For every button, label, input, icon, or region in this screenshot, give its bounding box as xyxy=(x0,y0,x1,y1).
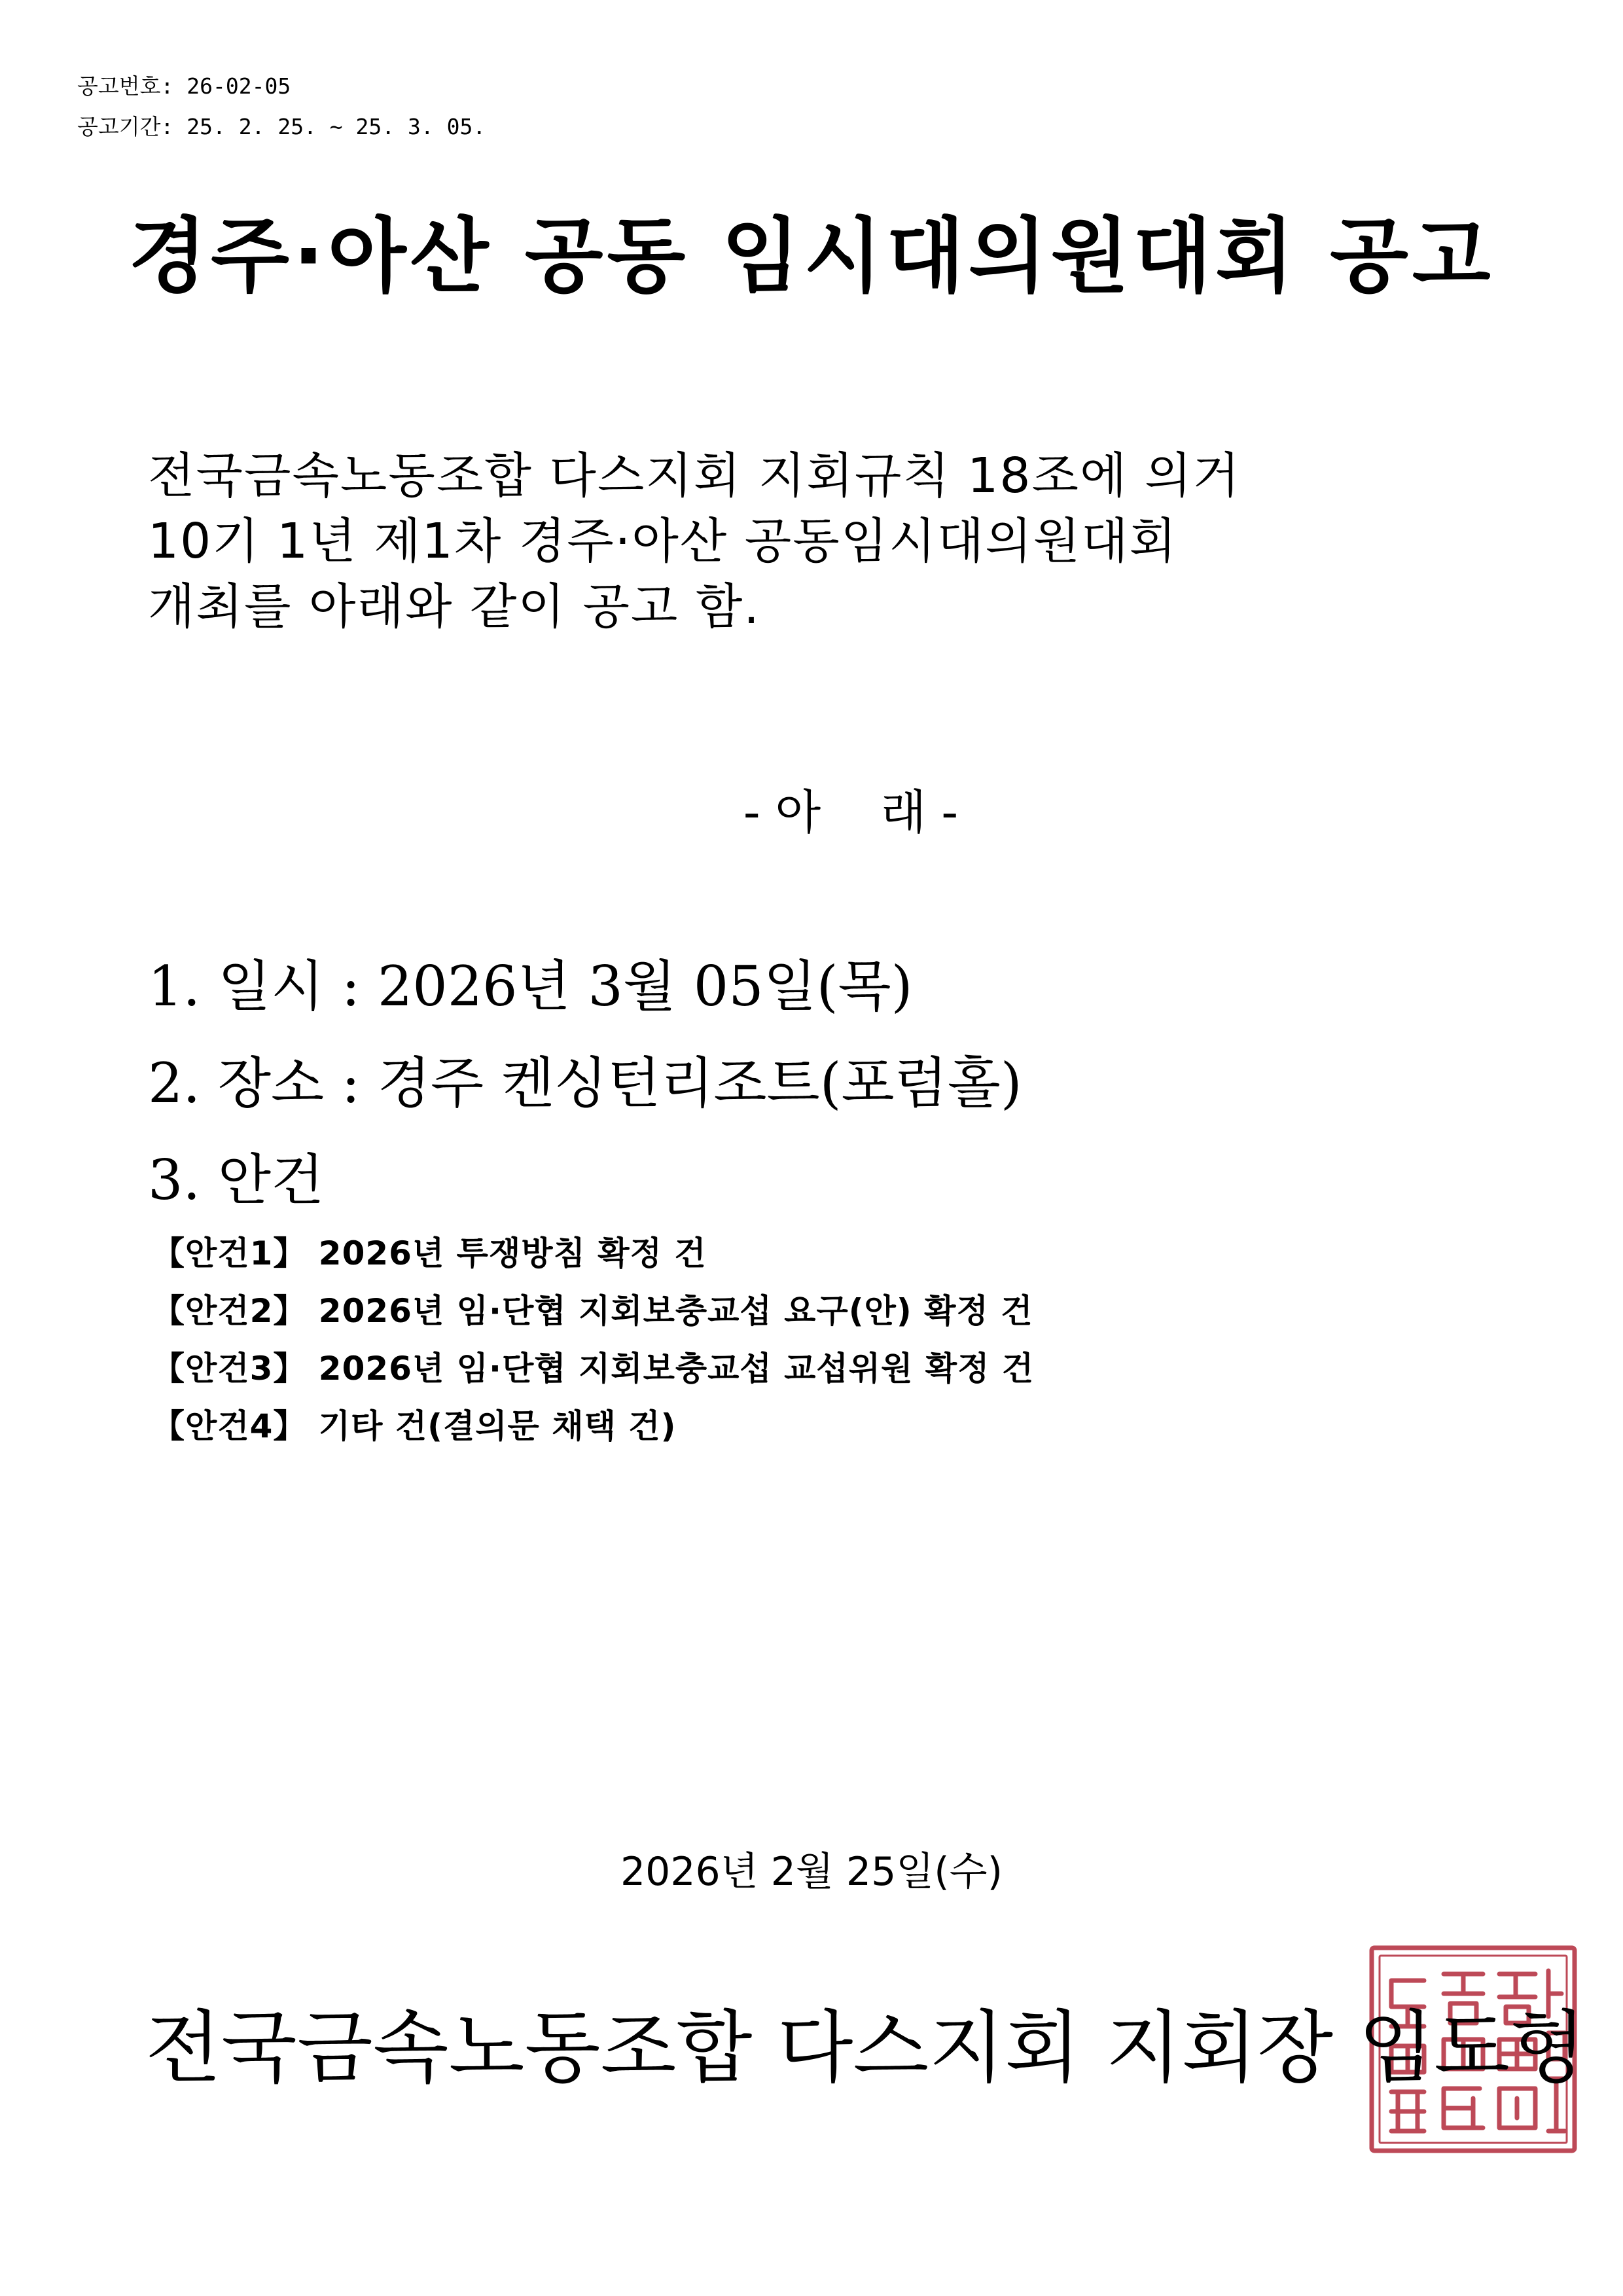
item-agenda-heading: 3. 안건 xyxy=(148,1148,325,1212)
notice-period: 공고기간: 25. 2. 25. ~ 25. 3. 05. xyxy=(77,114,486,139)
item-location: 2. 장소 : 경주 켄싱턴리조트(포럼홀) xyxy=(148,1051,1022,1115)
intro-line: 전국금속노동조합 다스지회 지회규칙 18조에 의거 xyxy=(148,448,1241,504)
document-title: 경주·아산 공동 임시대의원대회 공고 xyxy=(128,209,1495,304)
notice-number: 공고번호: 26-02-05 xyxy=(77,73,291,99)
issue-date: 2026년 2월 25일(수) xyxy=(620,1849,1003,1895)
agenda-item: 【안건2】 2026년 임·단협 지회보충교섭 요구(안) 확정 건 xyxy=(152,1292,1033,1330)
signature-line: 전국금속노동조합 다스지회 지회장 임도형 xyxy=(145,2003,1586,2094)
intro-line: 10기 1년 제1차 경주·아산 공동임시대의원대회 xyxy=(148,513,1178,569)
agenda-item: 【안건3】 2026년 임·단협 지회보충교섭 교섭위원 확정 건 xyxy=(152,1350,1035,1388)
item-list xyxy=(148,954,1022,1249)
intro-line: 개최를 아래와 같이 공고 함. xyxy=(148,579,760,635)
agenda-item: 【안건4】 기타 건(결의문 채택 건) xyxy=(152,1407,677,1445)
item-datetime: 1. 일시 : 2026년 3월 05일(목) xyxy=(148,954,913,1018)
agenda-item: 【안건1】 2026년 투쟁방침 확정 건 xyxy=(152,1234,707,1272)
below-heading: - 아 래 - xyxy=(743,785,959,840)
intro-paragraph xyxy=(148,448,1241,648)
agenda-list xyxy=(152,1234,1035,1467)
